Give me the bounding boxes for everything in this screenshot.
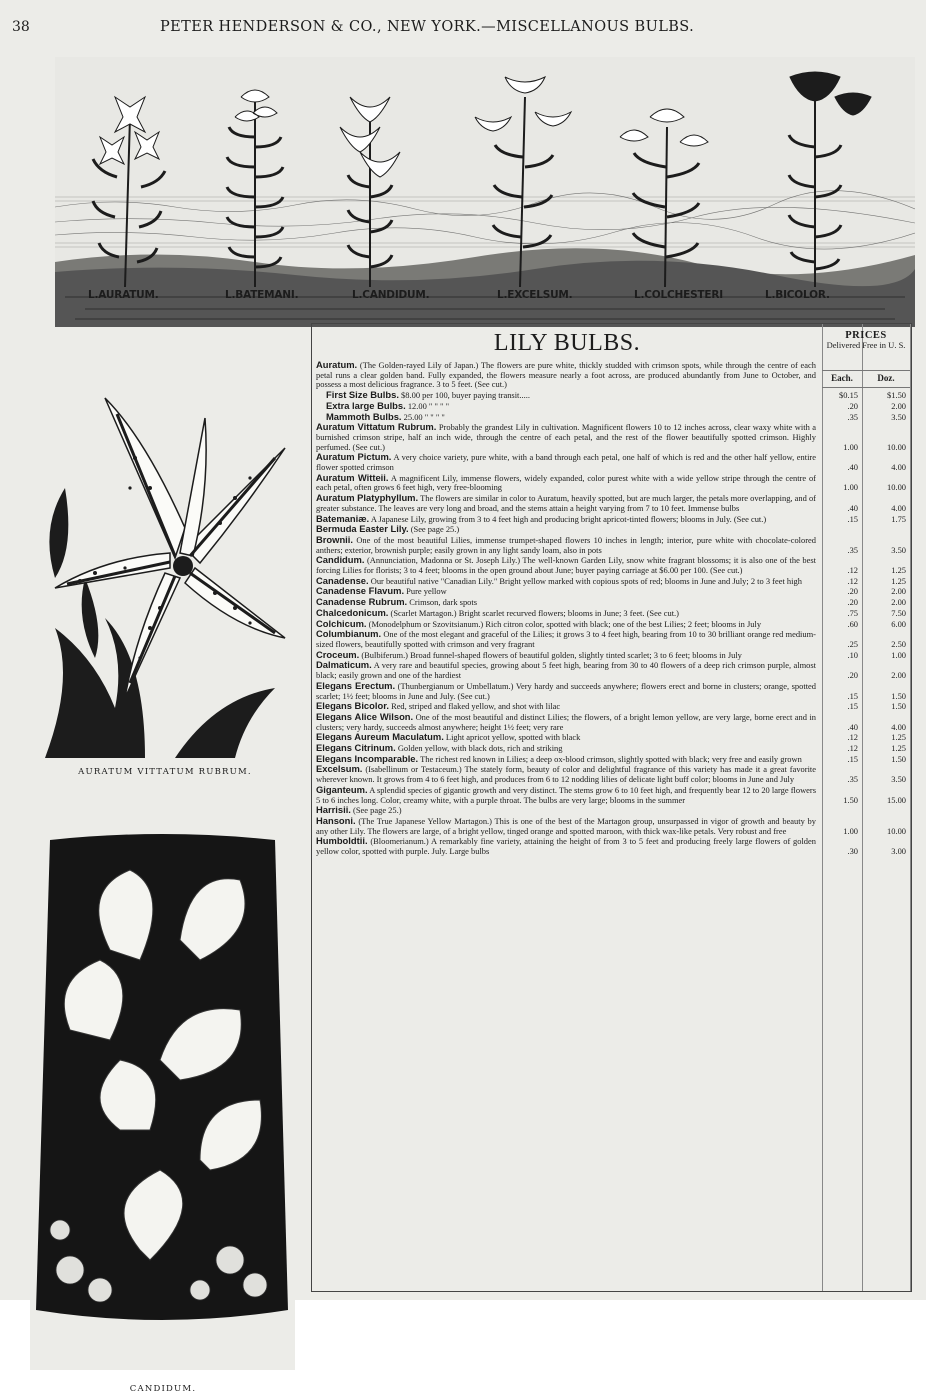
entry-name: Canadense Rubrum. — [316, 596, 408, 608]
entry-description — [316, 785, 816, 805]
entry-description — [316, 805, 816, 816]
entry-text: A very rare and beautiful species, growing about 5 feet high, bearing from 30 to 40 flowers of a deep rich crimson purple, almost black; easily grown and one of the hardiest — [316, 660, 816, 681]
lily-entry — [316, 805, 908, 816]
entry-text: (Thunbergianum or Umbellatum.) Very hardy and succeeds anywhere; flowers erect and borne in clusters; orange, spotted scarlet; 1½ feet; blooms in June and July. (See cut.) — [316, 680, 816, 701]
price-dozen: 1.25 — [891, 732, 906, 743]
lily-entry — [316, 555, 908, 575]
entry-description — [316, 493, 816, 513]
entry-text: (Bloomerianum.) A remarkably fine variety, attaining the height of from 3 to 5 feet and producing freely large flowers of golden yellow color, spotted with purple. July. Large bulbs — [316, 836, 816, 857]
entry-text: The flowers are similar in color to Auratum, heavily spotted, but are much larger, the petals more overlapping, and of greater substance. The leaves are very long and broad, and the stems attain a height varying from 7 to 10 feet. Immense bulbs — [316, 493, 816, 513]
price-each: .35 — [847, 774, 858, 785]
candidum-plate-caption: CANDIDUM. — [129, 1384, 197, 1394]
price-each: 1.50 — [843, 794, 858, 805]
price-each: .20 — [847, 400, 858, 411]
entry-name: First Size Bulbs. — [326, 389, 399, 401]
entry-name: Auratum. — [316, 359, 358, 370]
entry-text: (Isabellinum or Testaceum.) The stately form, beauty of color and delightful fragrance of this variety has made it a great favorite wherever known. It grows from 4 to 6 feet high, and produces from 6 to 12 nodding lilies of delicate light buff color; blooms in June and July — [316, 764, 816, 785]
price-dozen: 3.50 — [891, 411, 906, 422]
entry-text: Probably the grandest Lily in cultivation. Magnificent flowers 10 to 12 inches across, clear waxy white with a burnished crimson stripe, half an inch wide, through the centre of each petal, and the rest of the flower beautifully spotted crimson. Highly perfumed. (See cut.) — [316, 422, 817, 452]
page-number: 38 — [12, 19, 30, 35]
price-dozen: 2.00 — [891, 670, 906, 681]
entry-description — [316, 660, 816, 680]
entry-name: Columbianum. — [316, 628, 382, 640]
price-dozen: 1.25 — [891, 565, 906, 576]
price-dozen: 1.50 — [891, 753, 906, 764]
price-each: .12 — [847, 743, 858, 754]
lily-entry — [316, 681, 908, 701]
caption-excelsum: L.EXCELSUM. — [497, 289, 573, 301]
lily-entry — [316, 452, 908, 472]
caption-colchesteri: L.COLCHESTERI — [634, 289, 723, 301]
entry-text: Pure yellow — [406, 586, 447, 597]
entry-text: 12.00 " " " " — [407, 400, 450, 411]
lily-bulbs-catalog — [311, 323, 912, 1292]
entry-name: Dalmaticum. — [316, 659, 372, 671]
lily-entry — [316, 422, 908, 452]
price-each: .15 — [847, 701, 858, 712]
price-dozen: 1.50 — [891, 701, 906, 712]
entry-text: (See page 25.) — [410, 524, 460, 535]
price-each: .20 — [847, 670, 858, 681]
lily-entry — [316, 836, 908, 856]
lily-entry — [316, 473, 908, 493]
price-dozen: 4.00 — [891, 502, 906, 513]
price-each: .40 — [847, 721, 858, 732]
lily-entry — [316, 524, 908, 535]
lily-row-illustration — [55, 57, 915, 327]
entry-description — [316, 608, 816, 619]
prices-header — [822, 330, 910, 350]
price-dozen: 4.00 — [891, 721, 906, 732]
running-header: PETER HENDERSON & CO., NEW YORK.—MISCELLANOUS BULBS. — [160, 19, 695, 35]
entry-description — [316, 816, 816, 836]
entry-text: $8.00 per 100, buyer paying transit..... — [401, 390, 530, 401]
price-each: .20 — [847, 597, 858, 608]
entry-text: (Annunciation, Madonna or St. Joseph Lily.) The well-known Garden Lily, snow white fragrant blossoms; it is also one of the best forcing Lilies for florists; 3 to 4 feet; blooms in the open ground about June; buyer paying carriage at $6.00 per 100. (See cut.) — [316, 555, 817, 576]
price-dozen: 6.00 — [891, 618, 906, 629]
lily-entry — [316, 619, 908, 630]
column-doz-header: Doz. — [877, 373, 895, 383]
entry-name: Canadense. — [316, 574, 369, 586]
price-each: 1.00 — [843, 825, 858, 836]
price-dozen: 3.00 — [891, 846, 906, 857]
price-each: $0.15 — [839, 390, 858, 401]
price-each: 1.00 — [843, 482, 858, 493]
entry-description — [316, 524, 816, 535]
price-each: .15 — [847, 690, 858, 701]
lily-entry-list — [316, 360, 908, 857]
entry-description — [316, 764, 816, 784]
entry-name: Canadense Flavum. — [316, 585, 405, 597]
entry-text: (Scarlet Martagon.) Bright scarlet recurved flowers; blooms in June; 3 feet. (See cut.) — [390, 607, 679, 618]
auratum-vittatum-rubrum-plate — [35, 378, 295, 758]
auratum-plate-caption: AURATUM VITTATUM RUBRUM. — [78, 767, 252, 777]
price-dozen: 7.50 — [891, 607, 906, 618]
entry-name: Mammoth Bulbs. — [326, 410, 402, 422]
price-each: .25 — [847, 638, 858, 649]
entry-name: Elegans Alice Wilson. — [316, 710, 414, 722]
entry-description — [316, 555, 816, 575]
entry-description — [316, 836, 816, 856]
price-each: .35 — [847, 544, 858, 555]
entry-name: Auratum Platyphyllum. — [316, 492, 419, 504]
entry-name: Giganteum. — [316, 783, 368, 795]
price-each: .40 — [847, 502, 858, 513]
entry-text: Crimson, dark spots — [409, 597, 478, 608]
entry-text: One of the most beautiful and distinct Lilies; the flowers, of a bright lemon yellow, are very large, borne erect and in clusters; very hardy, succeeds almost anywhere; height 1½ feet; very rare — [316, 711, 817, 732]
lily-entry — [316, 650, 908, 661]
price-each: .30 — [847, 846, 858, 857]
price-dozen: 4.00 — [891, 462, 906, 473]
entry-name: Croceum. — [316, 648, 360, 660]
entry-text: One of the most elegant and graceful of the Lilies; it grows 3 to 4 feet high, bearing from 10 to 30 brilliant orange red medium-sized flowers, beautifully spotted with crimson and very fragrant — [316, 629, 816, 649]
entry-description — [316, 712, 816, 732]
price-each: .12 — [847, 732, 858, 743]
entry-name: Hansoni. — [316, 814, 356, 826]
entry-name: Elegans Citrinum. — [316, 742, 396, 754]
entry-name: Candidum. — [316, 554, 365, 566]
entry-description — [316, 619, 816, 630]
price-each: .20 — [847, 586, 858, 597]
lily-entry — [316, 629, 908, 649]
price-each: .35 — [847, 411, 858, 422]
entry-text: (The True Japanese Yellow Martagon.) This is one of the best of the Martagon group, unsurpassed in vigor of growth and beauty by any other Lily. The flowers are large, of a bright yellow, tinged orange and spotted maroon, with thick wax-like petals. Very robust and free — [316, 815, 816, 836]
price-dozen: $1.50 — [887, 390, 906, 401]
price-dozen: 10.00 — [887, 441, 906, 452]
lily-entry — [316, 754, 908, 765]
price-each: .15 — [847, 753, 858, 764]
entry-description — [316, 681, 816, 701]
entry-text: Golden yellow, with black dots, rich and striking — [397, 743, 563, 754]
entry-text: The richest red known in Lilies; a deep ox-blood crimson, slightly spotted with black; very free and easily grown — [420, 753, 802, 764]
entry-description — [316, 597, 816, 608]
price-dozen: 1.50 — [891, 690, 906, 701]
lily-entry — [316, 360, 908, 390]
entry-description — [316, 535, 816, 555]
right-column-divider — [910, 324, 911, 1291]
caption-auratum: L.AURATUM. — [88, 289, 159, 301]
lily-entry — [316, 732, 908, 743]
entry-name: Brownii. — [316, 533, 353, 545]
entry-name: Auratum Pictum. — [316, 451, 392, 463]
entry-name: Elegans Aureum Maculatum. — [316, 731, 444, 743]
entry-text: A very choice variety, pure white, with a band through each petal, one half of which is red and the other half yellow, entire flower spotted crimson — [316, 452, 816, 473]
price-each: .12 — [847, 575, 858, 586]
entry-text: Red, striped and flaked yellow, and shot with lilac — [391, 701, 561, 712]
lily-entry — [316, 764, 908, 784]
caption-bicolor: L.BICOLOR. — [765, 289, 830, 301]
entry-name: Auratum Vittatum Rubrum. — [316, 421, 437, 433]
entry-description — [316, 754, 816, 765]
price-each: .60 — [847, 618, 858, 629]
entry-text: Our beautiful native "Canadian Lily." Bright yellow marked with copious spots of red; blooms in June and July; 2 to 3 feet high — [370, 575, 802, 586]
price-dozen: 2.50 — [891, 638, 906, 649]
entry-description — [316, 422, 816, 452]
price-each: .40 — [847, 462, 858, 473]
candidum-plate — [30, 830, 295, 1370]
price-each: .75 — [847, 607, 858, 618]
entry-name: Extra large Bulbs. — [326, 399, 406, 411]
entry-name: Chalcedonicum. — [316, 606, 389, 618]
entry-text: (See page 25.) — [353, 805, 402, 816]
entry-description — [316, 473, 816, 493]
price-dozen: 1.25 — [891, 743, 906, 754]
section-title: LILY BULBS. — [493, 330, 641, 356]
price-dozen: 10.00 — [887, 825, 906, 836]
entry-description — [316, 629, 816, 649]
price-dozen: 1.00 — [891, 649, 906, 660]
price-dozen: 1.75 — [891, 513, 906, 524]
caption-batemani: L.BATEMANI. — [225, 289, 299, 301]
price-dozen: 2.00 — [891, 586, 906, 597]
lily-entry — [316, 597, 908, 608]
price-dozen: 1.25 — [891, 575, 906, 586]
entry-text: (Bulbiferum.) Broad funnel-shaped flowers of beautiful golden, slightly tinted scarlet; 3 to 6 feet; blooms in July — [361, 649, 742, 660]
entry-text: 25.00 " " " " — [403, 411, 445, 422]
column-each-header: Each. — [831, 373, 853, 383]
entry-name: Humboldtii. — [316, 835, 368, 847]
entry-name: Elegans Erectum. — [316, 679, 396, 691]
entry-name: Harrisii. — [316, 804, 351, 816]
lily-entry — [316, 816, 908, 836]
entry-text: A Japanese Lily, growing from 3 to 4 feet high and producing bright apricot-tinted flowers; blooms in July. (See cut.) — [370, 513, 767, 524]
lily-entry — [316, 535, 908, 555]
price-dozen: 3.50 — [891, 774, 906, 785]
lily-entry — [316, 660, 908, 680]
lily-entry — [316, 785, 908, 805]
entry-text: (Monodelphum or Szovitsianum.) Rich citron color, spotted with black; one of the best Lilies; 2 feet; blooms in July — [368, 618, 762, 629]
price-each: .15 — [847, 513, 858, 524]
price-dozen: 15.00 — [887, 794, 906, 805]
entry-name: Elegans Bicolor. — [316, 700, 389, 712]
entry-name: Auratum Witteii. — [316, 471, 389, 483]
lily-entry — [316, 712, 908, 732]
entry-text: A magnificent Lily, immense flowers, widely expanded, color purest white with a wide yellow stripe through the centre of each petal, often grows 6 feet high, very free-blooming — [316, 472, 816, 493]
entry-text: One of the most beautiful Lilies, immense trumpet-shaped flowers 10 inches in length; interior, pure white with chocolate-colored anthers; exterior, brownish purple; easily grown in any light sandy loam, also in pots — [316, 534, 816, 555]
lily-entry — [316, 401, 908, 412]
lily-entry — [316, 608, 908, 619]
entry-description — [316, 360, 816, 390]
entry-name: Bermuda Easter Lily. — [316, 523, 409, 535]
entry-name: Excelsum. — [316, 763, 363, 775]
entry-text: Light apricot yellow, spotted with black — [445, 732, 581, 743]
entry-name: Colchicum. — [316, 617, 367, 629]
price-dozen: 2.00 — [891, 400, 906, 411]
entry-text: (The Golden-rayed Lily of Japan.) The flowers are pure white, thickly studded with crimson spots, while through the centre of each petal runs a clear golden band. Fully expanded, the flowers measure nearly a foot across, are produced abundantly from June to October, and possess a most delicious fragrance. 3 to 5 feet. (See cut.) — [316, 360, 817, 390]
entry-name: Elegans Incomparable. — [316, 752, 419, 764]
price-dozen: 10.00 — [887, 482, 906, 493]
price-each: .10 — [847, 649, 858, 660]
entry-description — [316, 650, 816, 661]
lily-entry — [316, 493, 908, 513]
price-each: .12 — [847, 565, 858, 576]
prices-subtitle: Delivered Free in U. S. — [826, 340, 906, 350]
price-dozen: 3.50 — [891, 544, 906, 555]
entry-description — [316, 452, 816, 472]
price-each: 1.00 — [843, 441, 858, 452]
entry-text: A splendid species of gigantic growth and very distinct. The stems grow 6 to 10 feet high, and frequently bear 12 to 20 large flowers 5 to 6 inches long. Color, creamy white, with a purple throat. The bulbs are very large; blooms in the summer — [316, 784, 817, 805]
entry-name: Batemaniæ. — [316, 512, 370, 524]
lily-entry — [316, 576, 908, 587]
caption-candidum: L.CANDIDUM. — [352, 289, 430, 301]
price-dozen: 2.00 — [891, 597, 906, 608]
prices-title: PRICES — [845, 330, 887, 341]
